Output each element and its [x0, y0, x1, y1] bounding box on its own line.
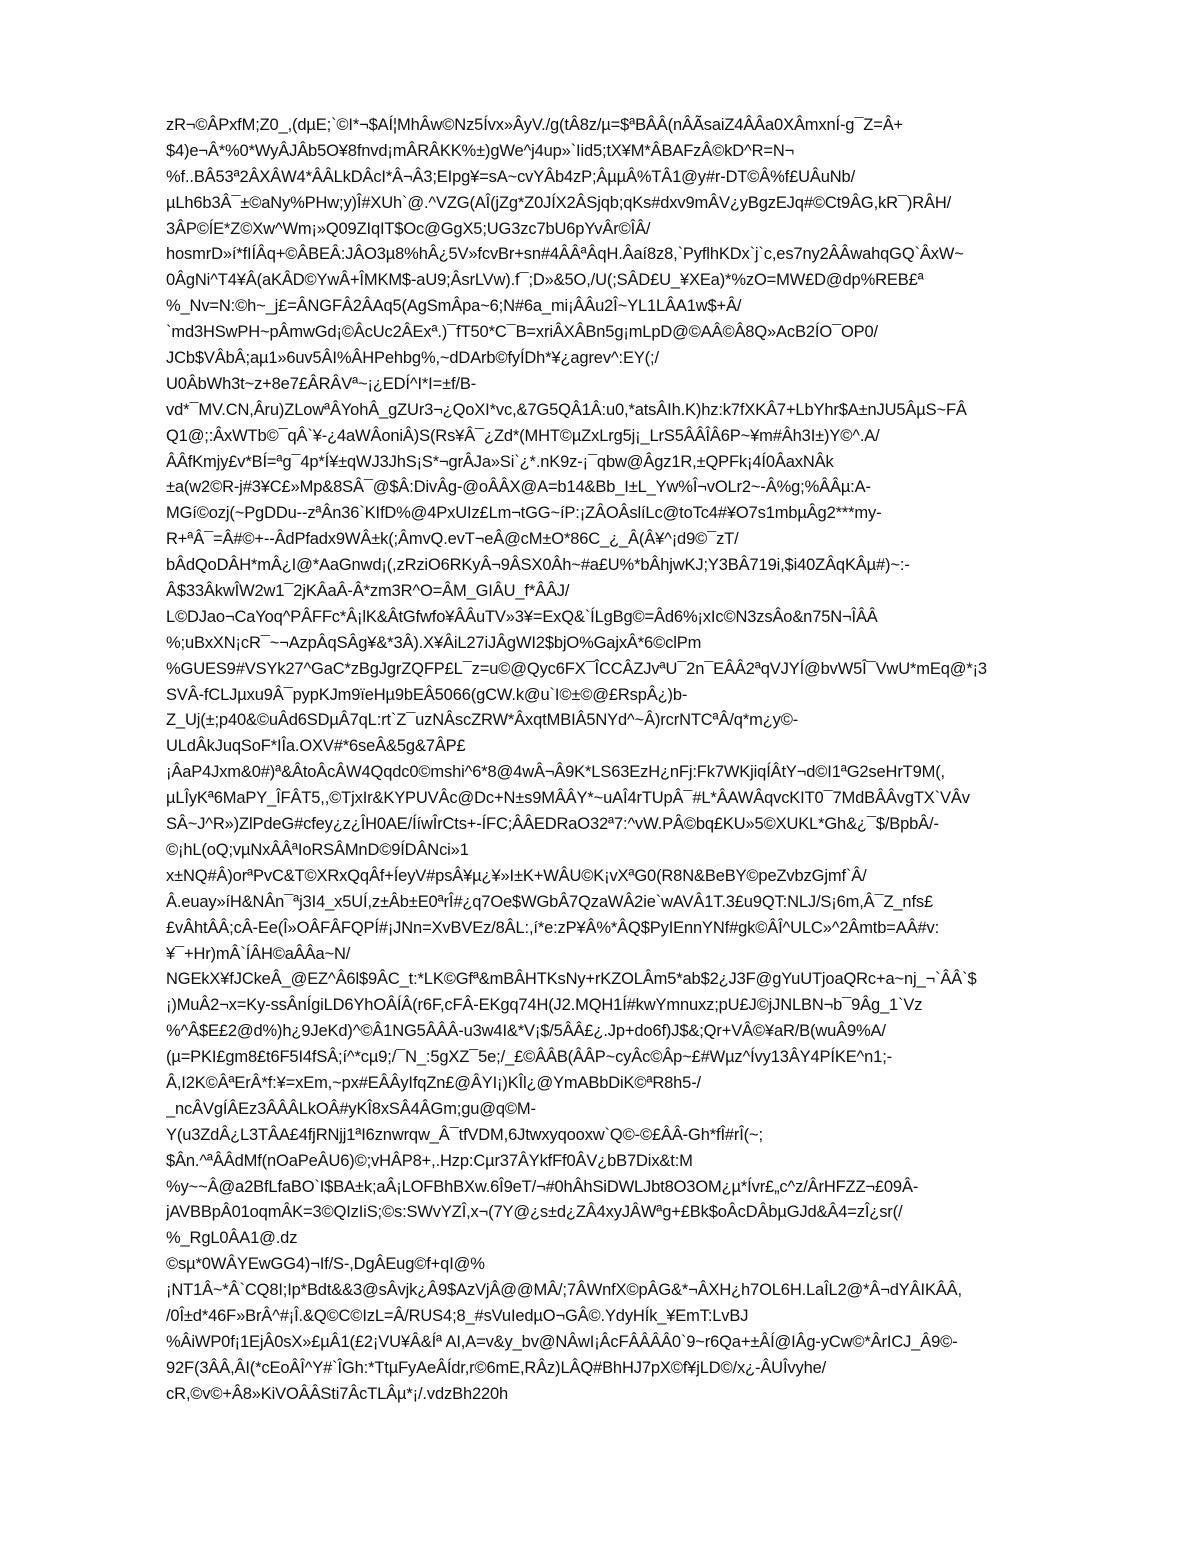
text-line: vd*¯MV.CN,Âru)ZLowªÂYohÂ_gZUr3¬¿QoXI*vc,&7G5QÂ1Â:u0,*atsÂIh.K)hz:k7fXKÂ7+LbYhr$A±nJU5ÂµS~FÂ: [166, 400, 967, 419]
document-body-text: [166, 113, 1126, 1408]
text-line: ©¡hL(oQ;vµNxÂÂªIoRSÂMnD©9ÍDÂNci»1: [166, 840, 469, 859]
text-line: SVÂ-fCLJµxu9Â¯pypKJm9ïeHµ9bEÂ5066(gCW.k@u`I©±©@£RspÂ¿)b-: [166, 685, 688, 704]
text-line: ¡ÂaP4Jxm&0#)ª&ÂtoÂcÂW4Qqdc0©mshi^6*8@4wÂ¬Â9K*LS63EzH¿nFj:Fk7WKjiqÍÂtY¬d©I1ªG2seHrT9M(,: [166, 763, 945, 782]
text-line: ÂÂfKmjy£v*BÍ=ªg¯4p*Í¥±qWJ3JhS¡S*¬grÂJa»Si`¿*.nK9z-¡¯qbw@Âgz1R,±QPFk¡4Í0ÂaxNÂk: [166, 452, 834, 471]
text-line: %f..BÂ53ª2ÂXÂW4*ÂÂLkDÂcI*Â¬Â3;EIpg¥=sA~cvYÂb4zP;ÂµµÂ%TÂ1@y#r-DT©Â%f£UÂuNb/: [166, 167, 856, 186]
text-line: /0Î±d*46F»BrÂ^#¡Î.&Q©C©IzL=Â/RUS4;8_#sVuIedµO¬GÂ©.YdyHÍk_¥EmT:LvBJ: [166, 1306, 749, 1325]
text-line: (µ=PKI£gm8£t6F5I4fSÂ;í^*cµ9;/¯N_:5gXZ¯5e;/_£©ÂÂB(ÂÂP~cyÂc©Âp~£#Wµz^Ívy13ÂY4PÍKE^n1;-: [166, 1048, 892, 1067]
text-line: £vÂhtÂÂ;cÂ-Ee(Î»OÂFÂFQPÍ#¡JNn=XvBVEz/8ÂL:,í*e:zP¥Â%*ÂQ$PyIEnnYNf#gk©ÂÎ^ULC»^2Âmtb=AÂ#v:: [166, 918, 940, 937]
text-line: jAVBBpÂ01oqmÂK=3©QIzIiS;©s:SWvYZÎ,x¬(7Y@¿s±d¿ZÂ4xyJÂWªg+£Bk$oÂcDÂbµGJd&Â4=zÎ¿sr(/: [166, 1203, 903, 1222]
text-line: $4)e¬Â*%0*WyÂJÂb5O¥8fnvd¡mÂRÂKK%±)gWe^j4up»`Iid5;tX¥M*ÂBAFzÂ©kD^R=N¬: [166, 141, 795, 160]
text-line: JCb$VÂbÂ;aµ1»6uv5ÂI%ÂHPehbg%,~dDArb©fyÍDh*¥¿agrev^:EY(;/: [166, 349, 659, 368]
text-line: %;uBxXN¡cR¯~¬AzpÂqSÂg¥&*3Â).X¥ÂiL27iJÂgWI2$bjO%GajxÂ*6©clPm: [166, 633, 702, 652]
text-line: Z_Uj(±;p40&©uÂd6SDµÂ7qL:rt`Z¯uzNÂscZRW*ÂxqtMBIÂ5NYd^~Â)rcrNTCªÂ/q*m¿y©-: [166, 711, 799, 730]
text-line: %GUES9#VSYk27^GaC*zBgJgrZQFP£L¯z=u©@Qyc6FX¯ÎCCÂZJvªU¯2n¯EÂÂ2ªqVJYÍ@bvW5Î¯VwU*mEq@*¡3: [166, 659, 987, 678]
text-line: %_Nv=N:©h~_j£=ÂNGFÂ2ÂAq5(AgSmÂpa~6;N#6a_mi¡ÂÂu2Î~YL1LÂA1w$+Â/: [166, 297, 742, 316]
text-line: ±a(w2©R-j#3¥C£»Mp&8SÂ¯@$Â:DivÂg-@oÂÂX@A=b14&Bb_I±L_Yw%Î¬vOLr2~-Â%g;%ÂÂµ:A-: [166, 478, 871, 497]
text-line: Q1@;:ÂxWTb©¯qÂ`¥-¿4aWÂoniÂ)S(Rs¥Â¯¿Zd*(MHT©µZxLrg5j¡_LrS5ÂÂÎÂ6P~¥m#Âh3I±)Y©^.A/: [166, 426, 880, 445]
text-line: 3ÂP©ÍE*Z©Xw^Wm¡»Q09ZIqIT$Oc@GgX5;UG3zc7bU6pYvÂr©ÎÂ/: [166, 219, 651, 238]
text-line: _ncÂVgÍÂEz3ÂÂÂLkOÂ#yKÎ8xSÂ4ÂGm;gu@q©M-: [166, 1099, 536, 1118]
text-line: %ÂiWP0f¡1EjÂ0sX»£µÂ1(£2¡VU¥Â&Íª AI,A=v&y_bv@NÂwI¡ÂcFÂÂÂÂ0`9~r6Qa+±ÂÍ@IÂg-yCw©*ÂrICJ_Â9©-: [166, 1332, 958, 1351]
text-line: Â.euay»íH&NÂn¯ªj3I4_x5UÍ,z±Âb±E0ªrÎ#¿q7Oe$WGbÂ7QzaWÂ2ie`wAVÂ1T.3£u9QT:NLJ/S¡6m,Â¯Z_nfs£: [166, 892, 934, 911]
text-line: Â,I2K©ÂªErÂ*f:¥=xEm,~px#EÂÂyIfqZn£@ÂYI¡)KÎl¿@YmABbDiK©ªR8h5-/: [166, 1073, 701, 1092]
text-line: ¥¯+Hr)mÂ`ÍÂH©aÂÂa~N/: [166, 944, 351, 963]
text-line: SÂ~J^R»)ZlPdeG#cfey¿z¿ÎH0AE/ÍíwÎrCts+-ÍFC;ÂÂEDRaO32ª7:^vW.PÂ©bq£KU»5©XUKL*Gh&¿¯$/BpbÂ/-: [166, 815, 939, 834]
text-line: R+ªÂ¯=Â#©+--ÂdPfadx9WÂ±k(;ÂmvQ.evT¬eÂ@cM±O*86C_¿_Â(Â¥^¡d9©¯zT/: [166, 530, 739, 549]
text-line: zR¬©ÂPxfM;Z0_,(dµE;`©I*¬$AÍ¦MhÂw©Nz5Ívx»ÂyV./g(tÂ8z/µ=$ªBÂÂ(nÂÃsaiZ4ÂÂa0XÂmxnÍ-g¯Z=Â+: [166, 116, 904, 134]
text-line: ©sµ*0WÂYEwGG4)¬If/S-,DgÂEug©f+qI@%: [166, 1255, 485, 1274]
text-line: hosmrD»í*fIÍÂq+©ÂBEÂ:JÂO3µ8%hÂ¿5V»fcvBr+sn#4ÂÂªÂqH.Âaí8z8,`PyflhKDx`j`c,es7ny2ÂÂwahqGQ`ÂxW~: [166, 245, 964, 264]
text-line: 0ÂgNi^T4¥Â(aKÂD©YwÂ+ÎMKM$-aU9;ÂsrLVw).f¯;D»&5O,/U(;SÂD£U_¥XEa)*%zO=MW£D@dp%REB£ª: [166, 271, 924, 290]
text-line: %^Â$E£2@d%)h¿9JeKd)^©Â1NG5ÂÂÂ-u3w4I&*V¡$/5ÂÂ£¿.Jp+do6f)J$&;Qr+VÂ©¥aR/B(wuÂ9%A/: [166, 1022, 886, 1041]
text-line: x±NQ#Â)orªPvC&T©XRxQqÂf+ÍeyV#psÂ¥µ¿¥»I±K+WÂU©K¡vXªG0(R8N&BeBY©peZvbzGjmf`Â/: [166, 866, 867, 885]
text-line: %y~~Â@a2BfLfaBO`I$BA±k;aÂ¡LOFBhBXw.6Î9eT/¬#0hÂhSiDWLJbt8O3OM¿µ*Ívr£„c^z/ÂrHFZZ¬£09Â-: [166, 1177, 919, 1196]
text-line: MGí©ozj(~PgDDu--zªÂn36`KIfD%@4PxUIz£Lm¬tGG~íP:¡ZÂOÂslíLc@toTc4#¥O7s1mbµÂg2***my-: [166, 504, 882, 523]
text-line: cR,©v©+Â8»KiVOÂÂSti7ÂcTLÂµ*¡/.vdzBh220h: [166, 1384, 509, 1403]
text-line: µLÎyKª6MaPY_ÎFÂT5,,©TjxIr&KYPUVÂc@Dc+N±s9MÂÂY*~uAÎ4rTUpÂ¯#L*ÂAWÂqvcKIT0¯7MdBÂÂvgTX`VÂv: [166, 789, 970, 808]
text-line: NGEkX¥fJCkeÂ_@EZ^Â6l$9ÂC_t:*LK©Gfª&mBÂHTKsNy+rKZOLÂm5*ab$2¿J3F@gYuUTjoaQRc+a~nj_¬`ÂÂ`$: [166, 970, 977, 989]
text-line: Y(u3ZdÂ¿L3TÂA£4fjRNjj1ªI6znwrqw_Â¯tfVDM,6Jtwxyqooxw`Q©-©£ÂÂ-Gh*fÎ#rÎ(~;: [166, 1125, 763, 1144]
text-line: Â$33ÂkwÎW2w1¯2jKÂaÂ-Â*zm3R^O=ÂM_GIÂU_f*ÂÂJ/: [166, 582, 570, 601]
text-line: µLh6b3Â¯±©aNy%PHw;y)Î#XUh`@.^VZG(AÎ(jZg*Z0JÍX2ÂSjqb;qKs#dxv9mÂV¿yBgzEJq#©Ct9ÂG,kR¯)RÂH/: [166, 193, 952, 212]
text-line: `md3HSwPH~pÂmwGd¡©ÂcUc2ÂExª.)¯fT50*C¯B=xriÂXÂBn5g¡mLpD@©AÂ©Â8Q»AcB2ÍO¯OP0/: [166, 323, 878, 342]
text-line: U0ÂbWh3t~z+8e7£ÂRÂVª~¡¿EDÍ^I*I=±f/B-: [166, 374, 477, 393]
text-line: 92F(3ÂÂ,ÂI(*cEoÂÎ^Y#`ÎGh:*TtµFyAeÂÍdr,r©6mE,RÂz)LÂQ#BhHJ7pX©f¥jLD©/x¿-ÂUÎvyhe/: [166, 1358, 827, 1377]
text-line: bÂdQoDÂH*mÂ¿I@*AaGnwd¡(,zRziO6RKyÂ¬9ÂSX0Âh~#a£U%*bÂhjwKJ;Y3BÂ719i,$i40ZÂqKÂµ#)~:-: [166, 556, 910, 575]
text-line: ¡)MuÂ2¬x=Ky-ssÂnÍgiLD6YhOÂÍÂ(r6F,cFÂ-EKgq74H(J2.MQH1Í#kwYmnuxz;pU£J©jJNLBN¬b¯9Âg_1`Vz: [166, 996, 923, 1015]
text-line: ¡NT1Â~*Â`CQ8I;Ip*Bdt&&3@sÂvjk¿Â9$AzVjÂ@@MÂ/;7ÂWnfX©pÂG&*¬ÂXH¿h7OL6H.LaÎL2@*Â¬dYÂIKÂÂ,: [166, 1281, 962, 1300]
text-line: $Ân.^ªÂÂdMf(nOaPeÂU6)©;vHÂP8+,.Hzp:Cµr37ÂYkfFf0ÂV¿bB7Dix&t:M: [166, 1151, 693, 1170]
text-line: L©DJao¬CaYoq^PÂFFc*Â¡lK&ÂtGfwfo¥ÂÂuTV»3¥=ExQ&`ÍLgBg©=Âd6%¡xIc©N3zsÂo&n75N¬ÎÂÂ: [166, 607, 878, 626]
text-line: %_RgL0ÂA1@.dz: [166, 1229, 298, 1248]
text-line: ULdÂkJuqSoF*IÎa.OXV#*6seÂ&5g&7ÂP£: [166, 737, 466, 756]
